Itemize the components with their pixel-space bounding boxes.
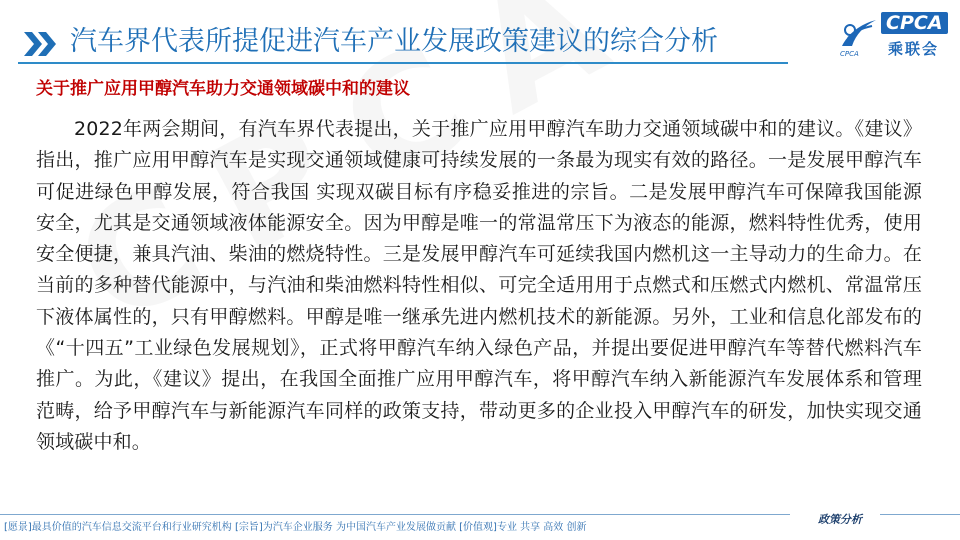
footer-mission-text: [愿景]最具价值的汽车信息交流平台和行业研究机构 [宗旨]为汽车企业服务 为中国汽车产业发展做贡献 [价值观]专业 共享 高效 创新 [4, 522, 587, 533]
double-chevron-right-icon [22, 30, 58, 58]
logo-mark-icon [838, 16, 878, 50]
logo-cn-text: 乘联会 [888, 40, 940, 58]
footer-section-label: 政策分析 [818, 513, 862, 526]
logo-small-text: CPCA [840, 50, 859, 58]
footer-divider-right [880, 514, 960, 515]
page-title: 汽车界代表所提促进汽车产业发展政策建议的综合分析 [70, 26, 718, 57]
section-subtitle: 关于推广应用甲醇汽车助力交通领域碳中和的建议 [36, 79, 410, 99]
logo-cpca-text: CPCA [881, 12, 948, 34]
body-paragraph: 2022年两会期间，有汽车界代表提出，关于推广应用甲醇汽车助力交通领域碳中和的建议。《建议》指出，推广应用甲醇汽车是实现交通领域健康可持续发展的一条最为现实有效的路径。一是发展甲醇汽车可促进绿色甲醇发展，符合我国 实现双碳目标有序稳妥推进的宗旨。二是发展甲醇汽车可保障我国能源安全，尤其是交通领域液体能源安全。因为甲醇是唯一的常温常压下为液态的能源，燃料特性优秀，使用安全便捷，兼具汽油、柴油的燃烧特性。三是发展甲醇汽车可延续我国内燃机这一主导动力的生命力。在当前的多种替代能源中，与汽油和柴油燃料特性相似、可完全适用用于点燃式和压燃式内燃机、常温常压下液体属性的，只有甲醇燃料。甲醇是唯一继承先进内燃机技术的新能源。另外，工业和信息化部发布的《“十四五”工业绿色发展规划》，正式将甲醇汽车纳入绿色产品，并提出要促进甲醇汽车等替代燃料汽车推广。为此，《建议》提出，在我国全面推广应用甲醇汽车，将甲醇汽车纳入新能源汽车发展体系和管理范畴，给予甲醇汽车与新能源汽车同样的政策支持，带动更多的企业投入甲醇汽车的研发，加快实现交通领域碳中和。 [36, 118, 922, 453]
title-underline [18, 62, 788, 64]
cpca-logo [838, 10, 948, 66]
footer-divider [0, 514, 790, 515]
header [0, 0, 960, 70]
